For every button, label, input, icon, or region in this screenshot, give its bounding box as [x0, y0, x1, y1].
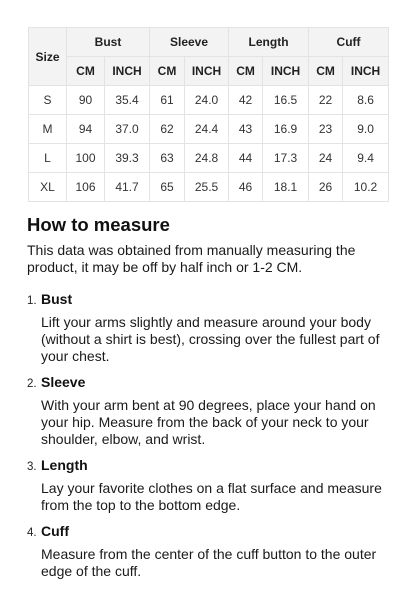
sleeve-group-header: Sleeve — [150, 28, 229, 57]
table-cell: 39.3 — [105, 144, 150, 173]
section-title: How to measure — [27, 214, 170, 235]
table-cell: 26 — [309, 173, 343, 202]
table-cell: 41.7 — [105, 173, 150, 202]
table-group-header-row — [29, 28, 389, 57]
table-row — [29, 115, 389, 144]
table-cell: 35.4 — [105, 86, 150, 115]
step-heading — [27, 291, 393, 311]
table-cell: 94 — [67, 115, 105, 144]
unit-header-cm: CM — [229, 57, 263, 86]
table-cell: 24.0 — [185, 86, 229, 115]
table-cell: 62 — [150, 115, 185, 144]
table-cell: 42 — [229, 86, 263, 115]
cuff-group-header: Cuff — [309, 28, 389, 57]
unit-header-cm: CM — [309, 57, 343, 86]
table-cell: 43 — [229, 115, 263, 144]
measure-steps-list — [27, 291, 393, 580]
table-cell: 63 — [150, 144, 185, 173]
table-unit-header-row — [29, 57, 389, 86]
table-cell: 22 — [309, 86, 343, 115]
table-cell: 106 — [67, 173, 105, 202]
table-cell: 17.3 — [263, 144, 309, 173]
size-column-header: Size — [29, 28, 67, 86]
step-number: 2. — [27, 378, 37, 390]
table-cell: 46 — [229, 173, 263, 202]
unit-header-cm: CM — [150, 57, 185, 86]
table-cell: 24.8 — [185, 144, 229, 173]
table-cell: 100 — [67, 144, 105, 173]
step-number: 1. — [27, 295, 37, 307]
step-number: 4. — [27, 527, 37, 539]
step-number: 3. — [27, 461, 37, 473]
table-cell: 16.5 — [263, 86, 309, 115]
step-title: Cuff — [41, 523, 69, 539]
bust-group-header: Bust — [67, 28, 150, 57]
table-cell: 61 — [150, 86, 185, 115]
size-table — [28, 27, 389, 202]
step-bust — [27, 291, 393, 365]
table-row — [29, 173, 389, 202]
table-cell: 44 — [229, 144, 263, 173]
size-cell: XL — [29, 173, 67, 202]
table-cell: 24.4 — [185, 115, 229, 144]
table-cell: 37.0 — [105, 115, 150, 144]
table-cell: 18.1 — [263, 173, 309, 202]
table-cell: 10.2 — [343, 173, 389, 202]
step-length — [27, 457, 393, 514]
step-description: Lift your arms slightly and measure around your body (without a shirt is best), crossing over the fullest part of your chest. — [41, 314, 380, 364]
table-cell: 65 — [150, 173, 185, 202]
step-heading — [27, 523, 393, 543]
how-to-measure-section — [27, 213, 393, 589]
step-heading — [27, 374, 393, 394]
table-cell: 24 — [309, 144, 343, 173]
unit-header-inch: INCH — [105, 57, 150, 86]
step-description: Measure from the center of the cuff button to the outer edge of the cuff. — [41, 546, 377, 579]
step-heading — [27, 457, 393, 477]
length-group-header: Length — [229, 28, 309, 57]
size-cell: M — [29, 115, 67, 144]
unit-header-inch: INCH — [263, 57, 309, 86]
step-sleeve — [27, 374, 393, 448]
size-cell: L — [29, 144, 67, 173]
step-title: Sleeve — [41, 374, 86, 390]
step-description: With your arm bent at 90 degrees, place your hand on your hip. Measure from the back of your neck to your shoulder, elbow, and wrist. — [41, 397, 376, 447]
table-cell: 8.6 — [343, 86, 389, 115]
size-cell: S — [29, 86, 67, 115]
table-row — [29, 86, 389, 115]
unit-header-inch: INCH — [343, 57, 389, 86]
unit-header-cm: CM — [67, 57, 105, 86]
table-cell: 16.9 — [263, 115, 309, 144]
intro-text: This data was obtained from manually measuring the product, it may be off by half inch or 1-2 CM. — [27, 242, 356, 275]
step-description: Lay your favorite clothes on a flat surface and measure from the top to the bottom edge. — [41, 480, 382, 513]
table-cell: 90 — [67, 86, 105, 115]
table-cell: 23 — [309, 115, 343, 144]
step-title: Length — [41, 457, 88, 473]
table-row — [29, 144, 389, 173]
step-title: Bust — [41, 291, 73, 307]
table-cell: 9.0 — [343, 115, 389, 144]
table-cell: 25.5 — [185, 173, 229, 202]
unit-header-inch: INCH — [185, 57, 229, 86]
step-cuff — [27, 523, 393, 580]
table-cell: 9.4 — [343, 144, 389, 173]
